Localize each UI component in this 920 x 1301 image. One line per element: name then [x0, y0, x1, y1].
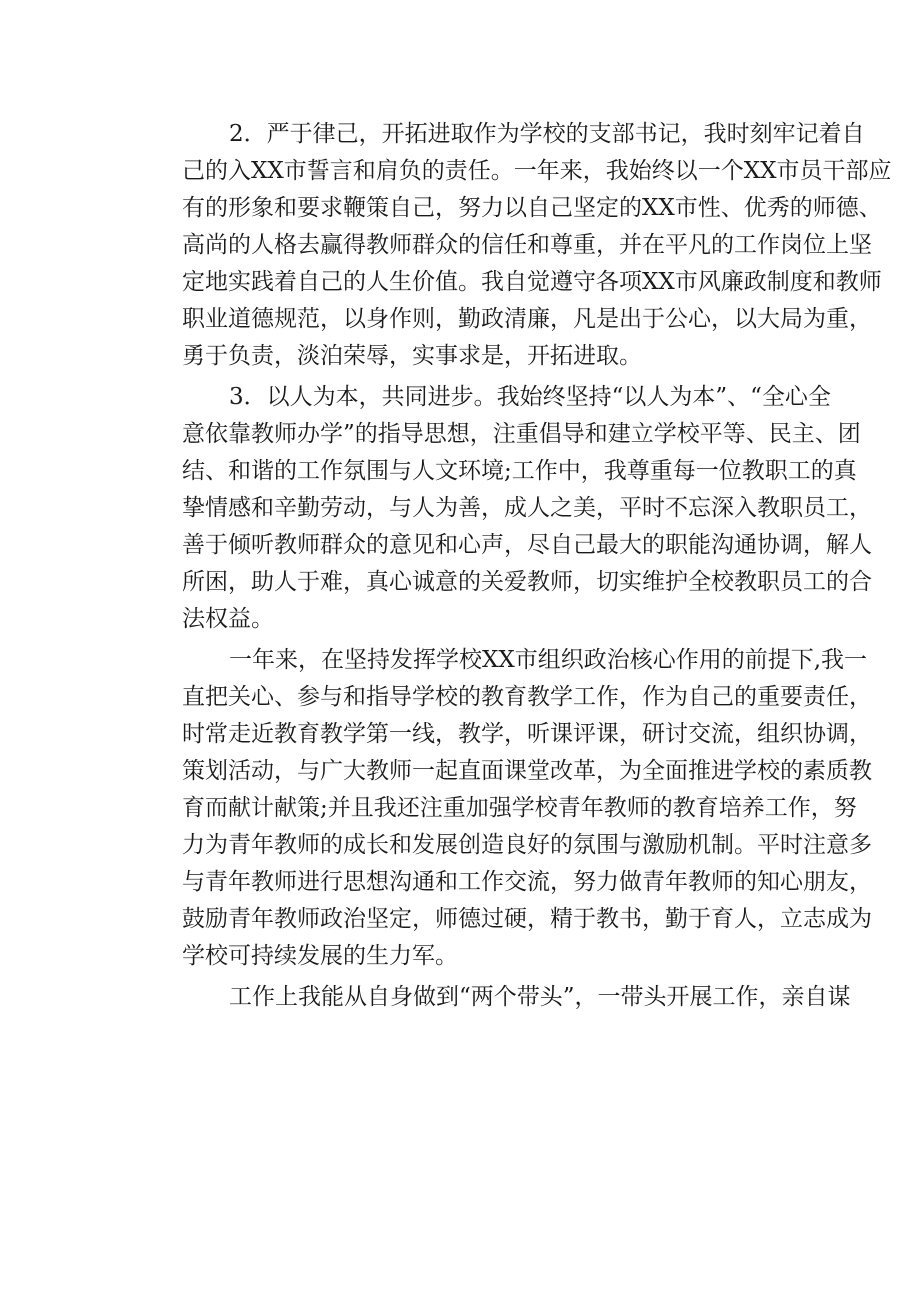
text-line: 勇于负责，淡泊荣辱，实事求是，开拓进取。: [182, 343, 642, 369]
text-line: 工作上我能从自身做到“两个带头”，一带头开展工作，亲自谋: [229, 984, 851, 1010]
text-line: 法权益。: [182, 606, 274, 632]
text-line: 己的入XX市誓言和肩负的责任。一年来，我始终以一个XX市员干部应: [182, 158, 892, 184]
text-line: 3．以人为本，共同进步。我始终坚持“以人为本”、“全心全: [229, 384, 831, 410]
text-line: 2．严于律己，开拓进取作为学校的支部书记，我时刻牢记着自: [229, 121, 865, 147]
text-line: 善于倾听教师群众的意见和心声，尽自己最大的职能沟通协调，解人: [182, 532, 872, 558]
text-line: 结、和谐的工作氛围与人文环境;工作中，我尊重每一位教职工的真: [182, 458, 857, 484]
text-line: 挚情感和辛勤劳动，与人为善，成人之美，平时不忘深入教职员工，: [182, 495, 872, 521]
text-line: 策划活动，与广大教师一起直面课堂改革，为全面推进学校的素质教: [182, 758, 872, 784]
paragraph-discipline: [135, 116, 892, 375]
text-line: 意依靠教师办学”的指导思想，注重倡导和建立学校平等、民主、团: [182, 421, 861, 447]
text-line: 高尚的人格去赢得教师群众的信任和尊重，并在平凡的工作岗位上坚: [182, 232, 872, 258]
text-line: 有的形象和要求鞭策自己，努力以自己坚定的XX市性、优秀的师德、: [182, 195, 882, 221]
paragraph-two-leads: [135, 979, 851, 1016]
text-line: 直把关心、参与和指导学校的教育教学工作，作为自己的重要责任，: [182, 684, 872, 710]
text-line: 职业道德规范，以身作则，勤政清廉，凡是出于公心，以大局为重，: [182, 306, 872, 332]
text-line: 所困，助人于难，真心诚意的关爱教师，切实维护全校教职员工的合: [182, 569, 872, 595]
document-body: [135, 116, 892, 1020]
paragraph-people-oriented: [135, 379, 872, 638]
text-line: 时常走近教育教学第一线，教学，听课评课，研讨交流，组织协调，: [182, 721, 872, 747]
text-line: 学校可持续发展的生力军。: [182, 943, 458, 969]
text-line: 力为青年教师的成长和发展创造良好的氛围与激励机制。平时注意多: [182, 832, 872, 858]
text-line: 与青年教师进行思想沟通和工作交流，努力做青年教师的知心朋友，: [182, 869, 872, 895]
text-line: 鼓励青年教师政治坚定，师德过硬，精于教书，勤于育人，立志成为: [182, 906, 872, 932]
text-line: 育而献计献策;并且我还注重加强学校青年教师的教育培养工作，努: [182, 795, 857, 821]
paragraph-teaching-work: [135, 642, 872, 975]
text-line: 一年来，在坚持发挥学校XX市组织政治核心作用的前提下,我一: [229, 647, 868, 673]
text-line: 定地实践着自己的人生价值。我自觉遵守各项XX市风廉政制度和教师: [182, 269, 882, 295]
